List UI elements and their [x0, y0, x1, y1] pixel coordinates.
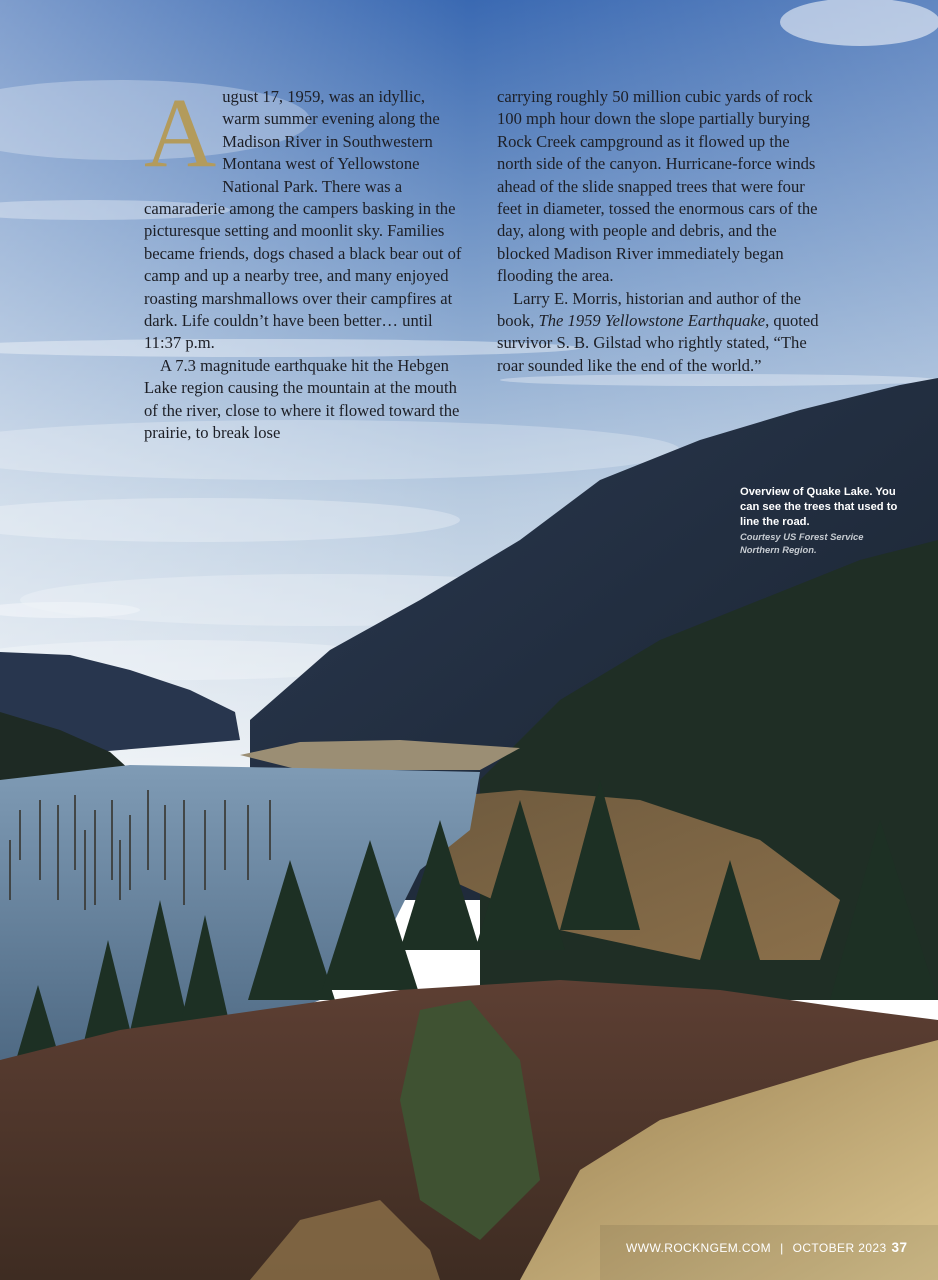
page-number: 37 [891, 1240, 908, 1256]
drop-cap: A [144, 77, 217, 188]
footer-separator: | [780, 1240, 784, 1255]
footer-website: WWW.ROCKNGEM.COM [626, 1240, 772, 1255]
footer-issue: OCTOBER 2023 [792, 1240, 887, 1255]
paragraph-text: Larry E. Morris, historian and author of the book, [497, 288, 802, 331]
article-paragraph: carrying roughly 50 million cubic yards of rock 100 mph hour down the slope partially burying Rock Creek campground as it flowed up the north side of the canyon. Hurricane-force winds ahead of the slide snapped trees that were four feet in diameter, tossed the enormous cars of the day, along with people and debris, and the blocked Madison River immediately began flooding the area. [497, 87, 818, 286]
paragraph-text: , quoted survivor S. B. Gilstad who rightly stated, “The roar sounded like the end of the world.” [497, 311, 819, 375]
paragraph-text: ugust 17, 1959, was an idyllic, warm summer evening along the Madison River in Southwestern Montana west of Yellowstone National Park. There was a camaraderie among the campers basking in the picturesque setting and moonlit sky. Families became friends, dogs chased a black bear out of camp and up a nearby tree, and many enjoyed roasting marshmallows over their campfires at dark. Life couldn’t have been better… until 11:37 p.m. [144, 87, 462, 353]
photo-caption [740, 485, 900, 556]
caption-title: Overview of Quake Lake. You can see the trees that used to line the road. [740, 486, 898, 528]
article-column-left [144, 77, 466, 445]
book-title: The 1959 Yellowstone Earthquake [538, 311, 766, 331]
photo-credit: Courtesy US Forest Service Northern Region. [740, 531, 864, 555]
article-paragraph [144, 77, 466, 355]
article-paragraph: A 7.3 magnitude earthquake hit the Hebgen Lake region causing the mountain at the mouth of the river, close to where it flowed toward the prairie, to break lose [144, 355, 460, 443]
page-footer [626, 1240, 907, 1258]
article-column-right [497, 86, 827, 377]
article-paragraph [497, 288, 827, 378]
